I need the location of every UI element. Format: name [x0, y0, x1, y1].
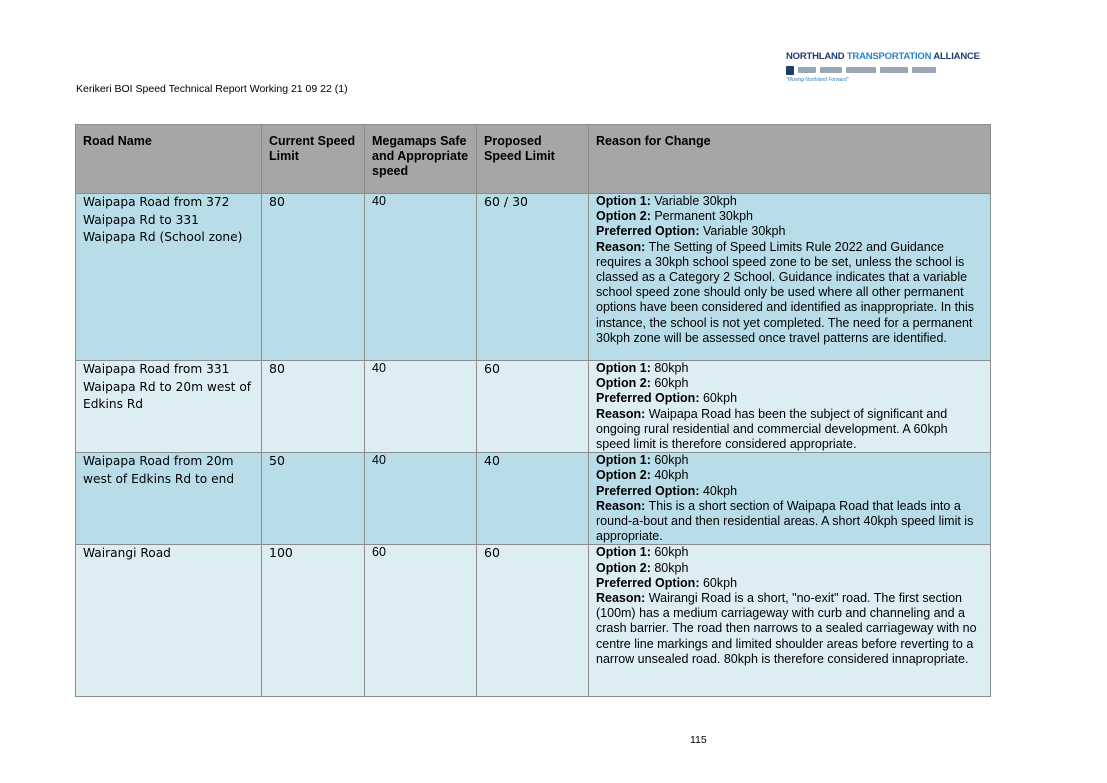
- council-logo-icon: [880, 67, 908, 73]
- proposed-speed-cell: 60: [477, 545, 589, 697]
- table-header-row: [76, 125, 991, 194]
- megamaps-speed-cell: 40: [365, 453, 477, 545]
- header-reason-for-change: Reason for Change: [589, 125, 991, 194]
- reason-cell: Option 1: 60kph Option 2: 80kph Preferred Option: 60kph Reason: Wairangi Road is a short, "no-exit" road. The first section (100m) has a medium carriageway with curb and channeling and a crash barrier. The road then narrows to a sealed carriageway with no centre line markings and limited shoulder areas before reverting to a narrow unsealed road. 80kph is therefore considered innapropriate.: [589, 545, 991, 697]
- road-name-cell: Waipapa Road from 331 Waipapa Rd to 20m west of Edkins Rd: [76, 361, 262, 453]
- reason-cell: Option 1: Variable 30kph Option 2: Permanent 30kph Preferred Option: Variable 30kph Reason: The Setting of Speed Limits Rule 2022 and Guidance requires a 30kph school speed zone to be set, unless the school is classed as a Category 2 School. Guidance indicates that a variable school speed zone should only be used where all other permanent options have been considered and identified as inappropriate. In this instance, the school is not yet completed. The need for a permanent 30kph zone will be assessed once travel patterns are identified.: [589, 194, 991, 361]
- current-speed-cell: 80: [262, 194, 365, 361]
- reason-cell: Option 1: 60kph Option 2: 40kph Preferred Option: 40kph Reason: This is a short section of Waipapa Road that leads into a round-a-bout and then residential areas. A short 40kph speed limit is appropriate.: [589, 453, 991, 545]
- megamaps-speed-cell: 60: [365, 545, 477, 697]
- current-speed-cell: 80: [262, 361, 365, 453]
- reason-cell: Option 1: 80kph Option 2: 60kph Preferred Option: 60kph Reason: Waipapa Road has been the subject of significant and ongoing rural residential and commercial development. A 60kph speed limit is therefore considered appropriate.: [589, 361, 991, 453]
- current-speed-cell: 50: [262, 453, 365, 545]
- megamaps-speed-cell: 40: [365, 361, 477, 453]
- document-title: Kerikeri BOI Speed Technical Report Working 21 09 22 (1): [76, 83, 348, 95]
- header-road-name: Road Name: [76, 125, 262, 194]
- table-row: [76, 361, 991, 453]
- logo-tagline: "Moving Northland Forward": [786, 77, 849, 83]
- header-proposed-speed-limit: Proposed Speed Limit: [477, 125, 589, 194]
- header-megamaps-speed: Megamaps Safe and Appropriate speed: [365, 125, 477, 194]
- road-name-cell: Wairangi Road: [76, 545, 262, 697]
- council-logo-icon: [846, 67, 876, 73]
- table-row: [76, 453, 991, 545]
- road-name-cell: Waipapa Road from 372 Waipapa Rd to 331 Waipapa Rd (School zone): [76, 194, 262, 361]
- council-logo-icon: [820, 67, 842, 73]
- header-current-speed-limit: Current Speed Limit: [262, 125, 365, 194]
- council-logo-icon: [798, 67, 816, 73]
- nzta-logo-icon: [912, 67, 936, 73]
- logo-name: NORTHLAND TRANSPORTATION ALLIANCE: [786, 51, 980, 62]
- proposed-speed-cell: 60 / 30: [477, 194, 589, 361]
- road-name-cell: Waipapa Road from 20m west of Edkins Rd to end: [76, 453, 262, 545]
- megamaps-speed-cell: 40: [365, 194, 477, 361]
- page-number: 115: [690, 734, 707, 746]
- council-logo-icon: [786, 66, 794, 75]
- partner-logos-strip: [786, 65, 956, 75]
- table-row: [76, 545, 991, 697]
- current-speed-cell: 100: [262, 545, 365, 697]
- speed-limit-table: [75, 124, 991, 697]
- proposed-speed-cell: 60: [477, 361, 589, 453]
- table-row: [76, 194, 991, 361]
- northland-transportation-alliance-logo: [786, 51, 980, 83]
- proposed-speed-cell: 40: [477, 453, 589, 545]
